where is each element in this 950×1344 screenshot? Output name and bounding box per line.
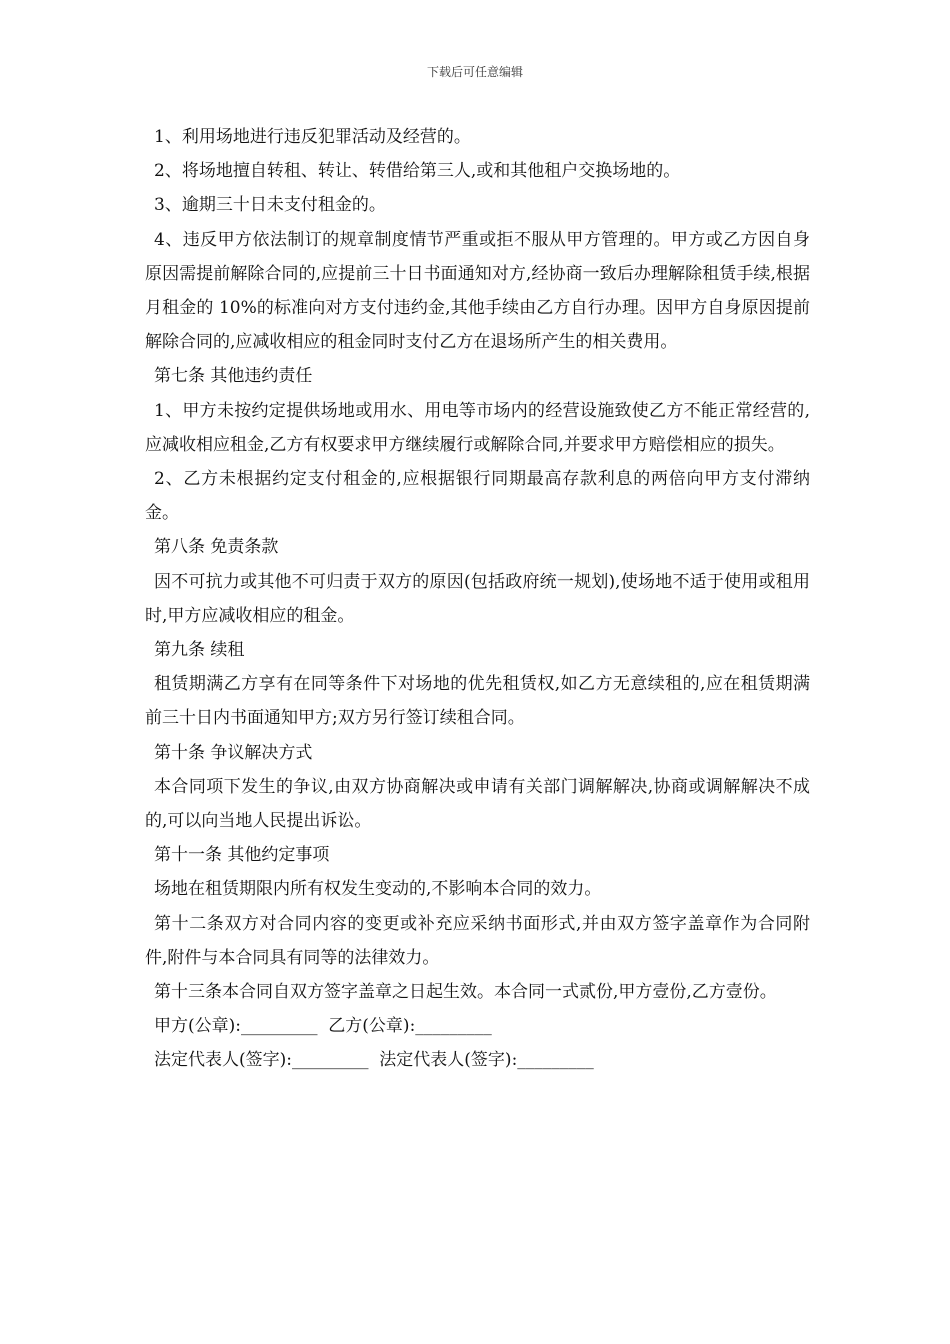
section-7-item-1: 1、甲方未按约定提供场地或用水、用电等市场内的经营设施致使乙方不能正常经营的,应减收相应租金,乙方有权要求甲方继续履行或解除合同,并要求甲方赔偿相应的损失。 [145,400,810,455]
clause-item-1: 1、利用场地进行违反犯罪活动及经营的。 [154,127,471,147]
section-9-text: 租赁期满乙方享有在同等条件下对场地的优先租赁权,如乙方无意续租的,应在租赁期满前三十日内书面通知甲方;双方另行签订续租合同。 [145,674,810,729]
section-13-text: 第十三条本合同自双方签字盖章之日起生效。本合同一式贰份,甲方壹份,乙方壹份。 [154,982,777,1003]
section-11-text: 场地在租赁期限内所有权发生变动的,不影响本合同的效力。 [154,879,602,900]
section-7-item-2: 2、乙方未根据约定支付租金的,应根据银行同期最高存款利息的两倍向甲方支付滞纳金。 [145,469,810,524]
signature-row-representative: 法定代表人(签字):_________ 法定代表人(签字):_________ [154,1050,594,1071]
section-8-text: 因不可抗力或其他不可归责于双方的原因(包括政府统一规划),使场地不适于使用或租用时,甲方应减收相应的租金。 [145,571,810,626]
clause-item-3: 3、逾期三十日未支付租金的。 [154,195,386,216]
document-body [145,120,810,1078]
section-heading-11: 第十一条 其他约定事项 [154,845,330,866]
section-heading-7: 第七条 其他违约责任 [154,366,313,387]
signature-row-seal: 甲方(公章):_________ 乙方(公章):_________ [154,1016,492,1037]
section-12-text: 第十二条双方对合同内容的变更或补充应采纳书面形式,并由双方签字盖章作为合同附件,附件与本合同具有同等的法律效力。 [145,913,810,968]
section-10-text: 本合同项下发生的争议,由双方协商解决或申请有关部门调解解决,协商或调解解决不成的,可以向当地人民提出诉讼。 [145,776,810,832]
section-heading-9: 第九条 续租 [154,640,245,661]
clause-item-4: 4、违反甲方依法制订的规章制度情节严重或拒不服从甲方管理的。甲方或乙方因自身原因需提前解除合同的,应提前三十日书面通知对方,经协商一致后办理解除租赁手续,根据月租金的 10%的标准向对方支付违约金,其他手续由乙方自行办理。因甲方自身原因提前解除合同的,应减收相应的租金同时支付乙方在退场所产生的相关费用。 [145,229,810,353]
clause-item-2: 2、将场地擅自转租、转让、转借给第三人,或和其他租户交换场地的。 [154,161,681,182]
section-heading-10: 第十条 争议解决方式 [154,742,313,763]
section-heading-8: 第八条 免责条款 [154,537,279,558]
header-note: 下载后可任意编辑 [426,65,523,79]
